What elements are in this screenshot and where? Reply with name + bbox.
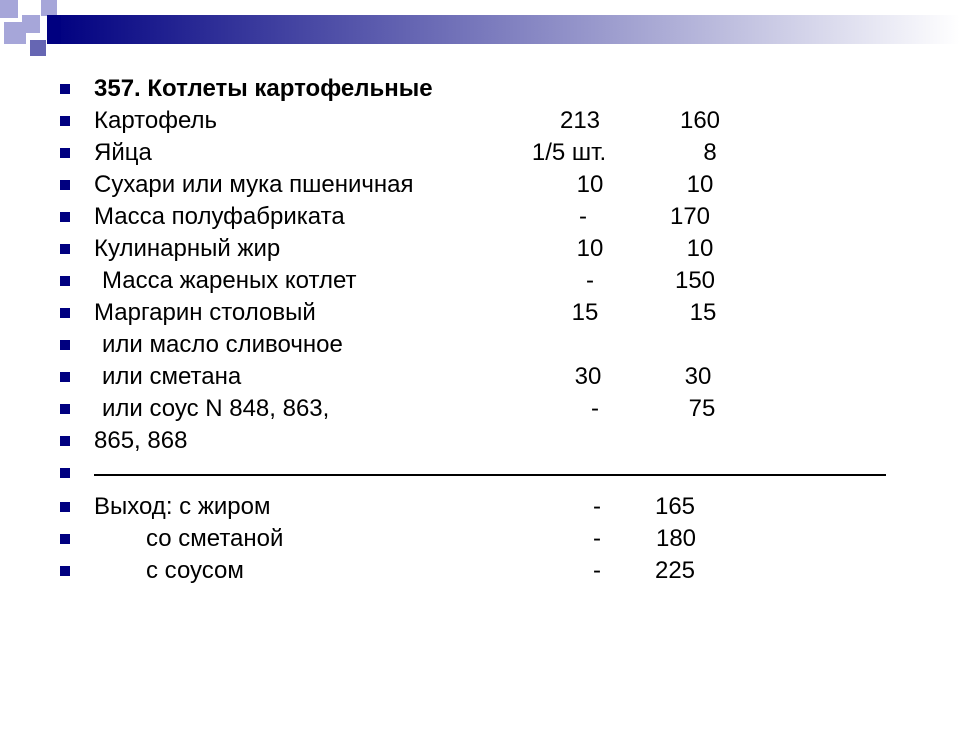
output-label: Выход: с жиром — [94, 493, 271, 520]
gross-weight: 1/5 шт. — [531, 139, 607, 166]
list-item — [0, 361, 960, 393]
ingredient-name: Яйца — [94, 139, 152, 166]
gross-weight: - — [579, 203, 587, 230]
list-item — [0, 105, 960, 137]
output-dash: - — [593, 557, 601, 584]
bullet-icon — [60, 244, 70, 254]
list-item-title — [0, 73, 960, 105]
output-dash: - — [593, 525, 601, 552]
gross-weight: 30 — [574, 363, 602, 390]
bullet-icon — [60, 502, 70, 512]
ingredient-name: или соус N 848, 863, — [102, 395, 330, 422]
net-weight: 75 — [688, 395, 716, 422]
net-weight: 10 — [686, 235, 714, 262]
bullet-icon — [60, 212, 70, 222]
bullet-icon — [60, 276, 70, 286]
ingredient-name: Картофель — [94, 107, 218, 134]
list-item — [0, 297, 960, 329]
ingredient-name: Масса жареных котлет — [102, 267, 357, 294]
bullet-icon — [60, 468, 70, 478]
bullet-icon — [60, 534, 70, 544]
output-dash: - — [593, 493, 601, 520]
ingredient-name: Маргарин столовый — [94, 299, 316, 326]
bullet-icon — [60, 566, 70, 576]
net-weight: 8 — [703, 139, 717, 166]
separator-line — [94, 474, 886, 476]
output-label: с соусом — [146, 557, 244, 584]
ingredient-name: или масло сливочное — [102, 331, 343, 358]
net-weight: 30 — [684, 363, 712, 390]
bullet-icon — [60, 436, 70, 446]
bullet-icon — [60, 404, 70, 414]
output-row — [0, 555, 960, 587]
ingredient-name: Кулинарный жир — [94, 235, 281, 262]
ingredient-name: или сметана — [102, 363, 242, 390]
output-row — [0, 523, 960, 555]
list-item — [0, 425, 960, 457]
list-item — [0, 137, 960, 169]
list-item — [0, 201, 960, 233]
gross-weight: 213 — [559, 107, 601, 134]
output-label: со сметаной — [146, 525, 284, 552]
output-value: 180 — [655, 525, 697, 552]
list-item — [0, 233, 960, 265]
bullet-icon — [60, 180, 70, 190]
output-row — [0, 491, 960, 523]
gross-weight: 10 — [576, 235, 604, 262]
gross-weight: - — [586, 267, 594, 294]
net-weight: 170 — [669, 203, 711, 230]
net-weight: 160 — [679, 107, 721, 134]
list-item — [0, 329, 960, 361]
gross-weight: 15 — [571, 299, 599, 326]
recipe-title: 357. Котлеты картофельные — [94, 75, 433, 102]
list-item-separator — [0, 457, 960, 489]
output-value: 225 — [654, 557, 696, 584]
gross-weight: - — [591, 395, 599, 422]
bullet-icon — [60, 84, 70, 94]
output-value: 165 — [654, 493, 696, 520]
bullet-icon — [60, 340, 70, 350]
net-weight: 10 — [686, 171, 714, 198]
gross-weight: 10 — [576, 171, 604, 198]
net-weight: 150 — [674, 267, 716, 294]
bullet-icon — [60, 116, 70, 126]
bullet-icon — [60, 372, 70, 382]
net-weight: 15 — [689, 299, 717, 326]
ingredient-name: 865, 868 — [94, 427, 188, 454]
bullet-icon — [60, 308, 70, 318]
ingredient-name: Сухари или мука пшеничная — [94, 171, 414, 198]
list-item — [0, 169, 960, 201]
list-item — [0, 265, 960, 297]
list-item — [0, 393, 960, 425]
ingredient-name: Масса полуфабриката — [94, 203, 345, 230]
bullet-icon — [60, 148, 70, 158]
